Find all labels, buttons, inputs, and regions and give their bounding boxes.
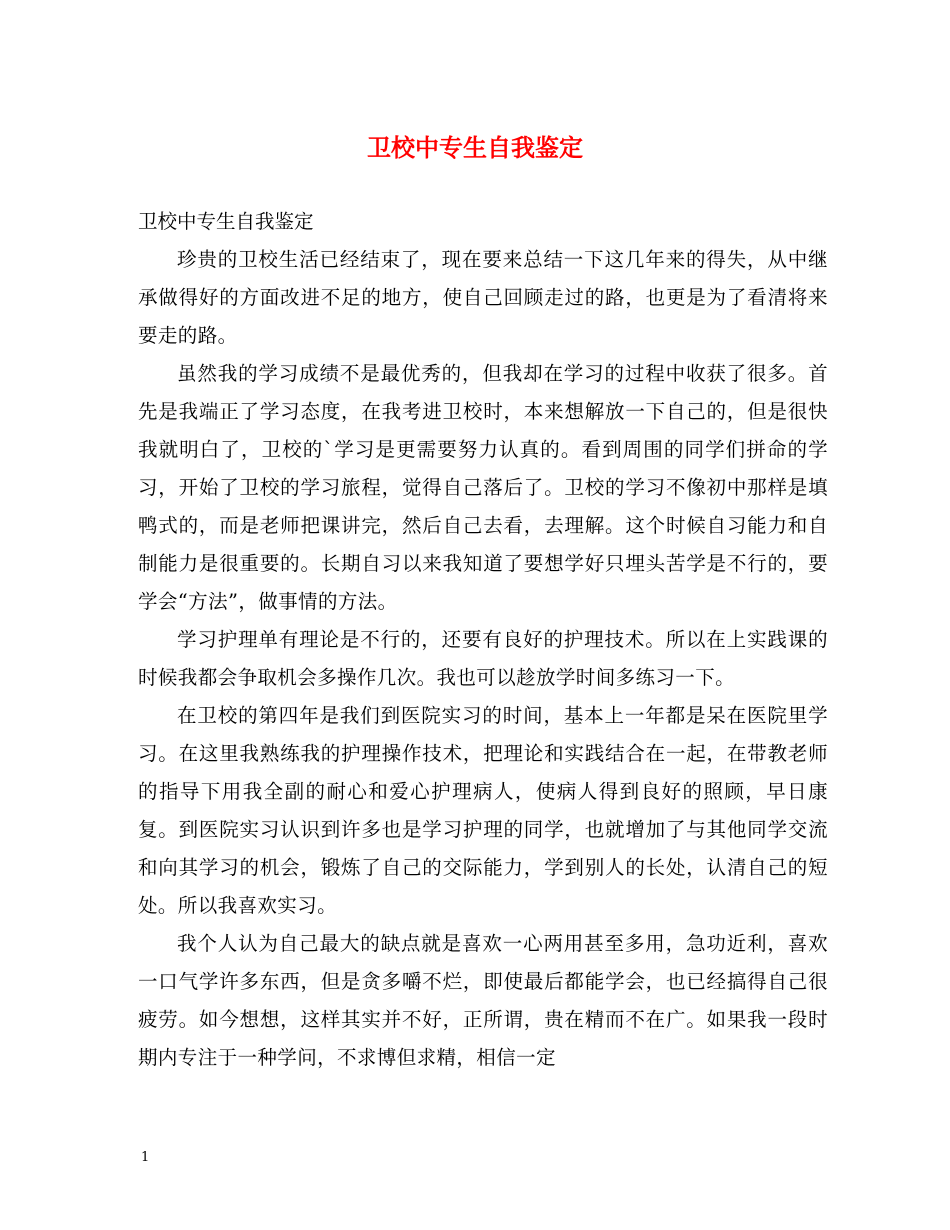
page-number: 1: [141, 1150, 150, 1165]
paragraph-1: 珍贵的卫校生活已经结束了，现在要来总结一下这几年来的得失，从中继承做得好的方面改进不足的地方，使自己回顾走过的路，也更是为了看清将来要走的路。: [138, 248, 828, 347]
paragraph-4: 在卫校的第四年是我们到医院实习的时间，基本上一年都是呆在医院里学习。在这里我熟练我的护理操作技术，把理论和实践结合在一起，在带教老师的指导下用我全副的耐心和爱心护理病人，使病人得到良好的照顾，早日康复。到医院实习认识到许多也是学习护理的同学，也就增加了与其他同学交流和向其学习的机会，锻炼了自己的交际能力，学到别人的长处，认清自己的短处。所以我喜欢实习。: [138, 704, 828, 917]
document-heading: 卫校中专生自我鉴定: [138, 210, 314, 233]
paragraph-2: 虽然我的学习成绩不是最优秀的，但我却在学习的过程中收获了很多。首先是我端正了学习态度，在我考进卫校时，本来想解放一下自己的，但是很快我就明白了，卫校的`学习是更需要努力认真的。看到周围的同学们拼命的学习，开始了卫校的学习旅程，觉得自己落后了。卫校的学习不像初中那样是填鸭式的，而是老师把课讲完，然后自己去看，去理解。这个时候自习能力和自制能力是很重要的。长期自习以来我知道了要想学好只埋头苦学是不行的，要学会“方法”，做事情的方法。: [138, 362, 828, 613]
paragraph-3: 学习护理单有理论是不行的，还要有良好的护理技术。所以在上实践课的时候我都会争取机会多操作几次。我也可以趁放学时间多练习一下。: [138, 628, 828, 689]
document-body: [138, 203, 828, 1077]
document-title: 卫校中专生自我鉴定: [367, 133, 583, 162]
paragraph-5: 我个人认为自己最大的缺点就是喜欢一心两用甚至多用，急功近利，喜欢一口气学许多东西，但是贪多嚼不烂，即使最后都能学会，也已经搞得自己很疲劳。如今想想，这样其实并不好，正所谓，贵在精而不在广。如果我一段时期内专注于一种学问，不求博但求精，相信一定: [138, 932, 828, 1069]
